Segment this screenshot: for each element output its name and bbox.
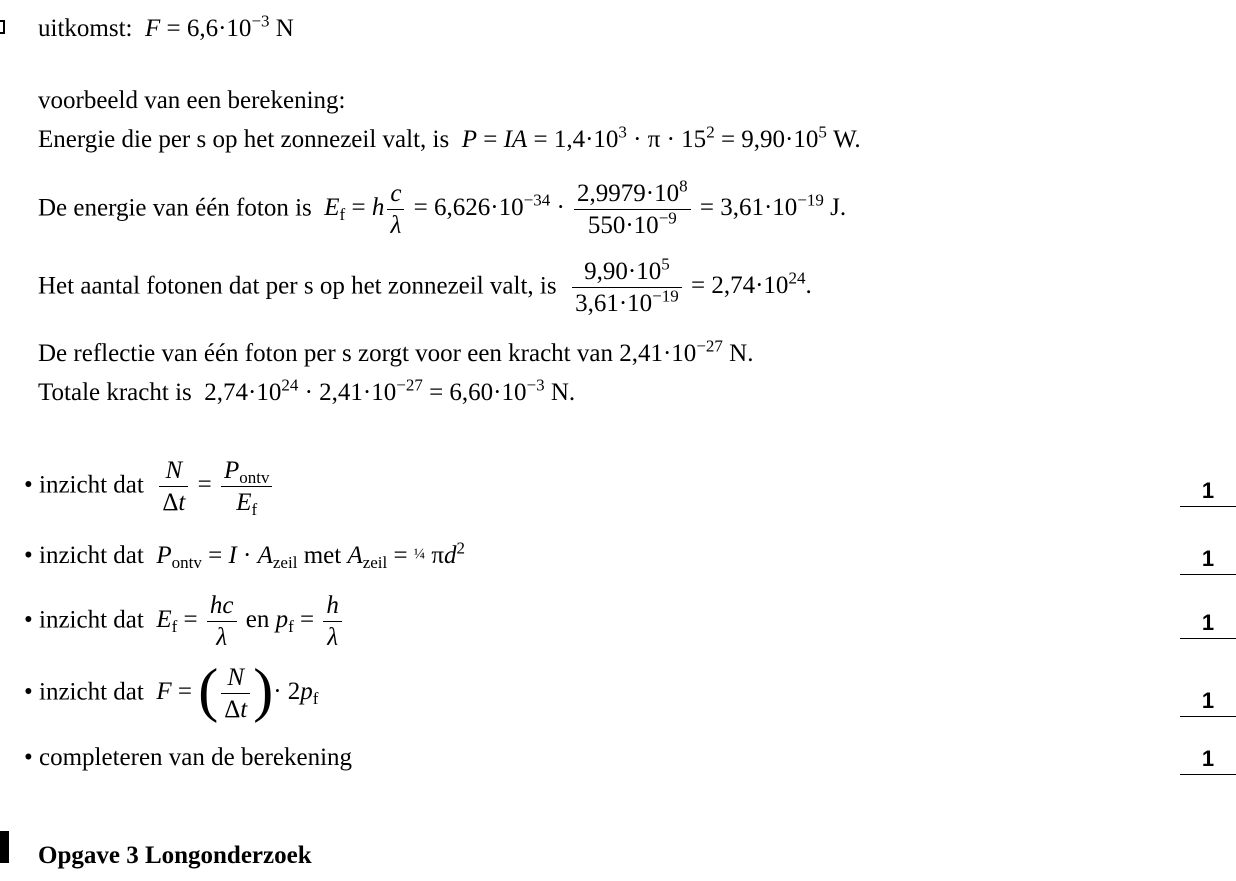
count-line xyxy=(38,256,812,320)
answer-label: uitkomst: xyxy=(38,15,133,42)
answer-var: F xyxy=(144,15,161,42)
criterion-2 xyxy=(24,538,465,573)
answer-exp: −3 xyxy=(251,11,270,31)
criterion-formula: $E_f$ = $\frac{hc}{\lambda}$ en $p_f$ = $\frac{h}{\lambda}$ xyxy=(156,606,345,633)
criterion-text: • inzicht dat xyxy=(24,678,144,706)
criterion-5 xyxy=(24,744,352,772)
energy-formula: P = IA = $1,4\cdot 10^3 \cdot \pi \cdot 15^2 = 9,90\cdot 10^5$ W. xyxy=(461,122,861,153)
criterion-3 xyxy=(24,590,345,654)
criterion-score: 1 xyxy=(1180,478,1236,507)
criterion-text: • inzicht dat xyxy=(24,471,144,499)
criterion-1 xyxy=(24,455,275,519)
criterion-score: 1 xyxy=(1180,746,1236,775)
criterion-formula: $\frac{N}{\Delta t}$ = $\frac{P_{ontv}}{E_f}$ xyxy=(156,471,275,498)
photon-formula: $E_f = h$ $\frac{c}{\lambda}$ = $6,626\cdot 10^{-34}$ · $\frac{2,9979\cdot 10^8}{550\cdot 10^{-9}}$ = $3,61\cdot 10^{-19}$ J. xyxy=(324,176,847,240)
example-intro: voorbeeld van een berekening: xyxy=(38,87,346,114)
criterion-text: • inzicht dat xyxy=(24,606,144,634)
total-formula: $2,74\cdot 10^{24} \cdot 2,41\cdot 10^{-27} = 6,60\cdot 10^{-3}$ N. xyxy=(204,375,576,406)
photon-text: De energie van één foton is xyxy=(38,194,312,222)
criterion-formula: F = ( $\frac{N}{\Delta t}$ )· $2p_f$ xyxy=(156,656,319,724)
reflect-line xyxy=(38,336,754,367)
total-line xyxy=(38,375,576,406)
criterion-text: • completeren van de berekening xyxy=(24,744,353,771)
count-formula: $\frac{9,90\cdot 10^5}{3,61\cdot 10^{-19}}$ = $2,74\cdot 10^{24}$. xyxy=(569,272,812,299)
reflect-text: De reflectie van één foton per s zorgt voor een kracht van 2,41·10 xyxy=(38,340,697,367)
criterion-score: 1 xyxy=(1180,688,1236,717)
criterion-text: • inzicht dat xyxy=(24,542,144,569)
section-marker xyxy=(0,831,9,863)
total-text: Totale kracht is xyxy=(38,379,192,406)
answer-unit: N xyxy=(269,15,294,42)
criterion-4 xyxy=(24,656,319,726)
reflect-unit: N. xyxy=(722,340,754,367)
criterion-score: 1 xyxy=(1180,610,1236,639)
energy-line xyxy=(38,122,861,153)
criterion-formula: $P_{ontv} = I \cdot A_{zeil}$ met $A_{zeil}$ = ¼ $\pi d^2$ xyxy=(156,538,465,573)
answer-line xyxy=(38,11,294,42)
reflect-exp: −27 xyxy=(696,336,723,356)
photon-line xyxy=(38,178,846,242)
count-text: Het aantal fotonen dat per s op het zonnezeil valt, is xyxy=(38,272,557,300)
criterion-score: 1 xyxy=(1180,546,1236,575)
energy-text: Energie die per s op het zonnezeil valt, is xyxy=(38,126,450,153)
answer-expr: = 6,6·10 xyxy=(160,15,252,42)
section-heading: Opgave 3 Longonderzoek xyxy=(38,842,312,869)
checkbox-icon xyxy=(0,20,5,34)
